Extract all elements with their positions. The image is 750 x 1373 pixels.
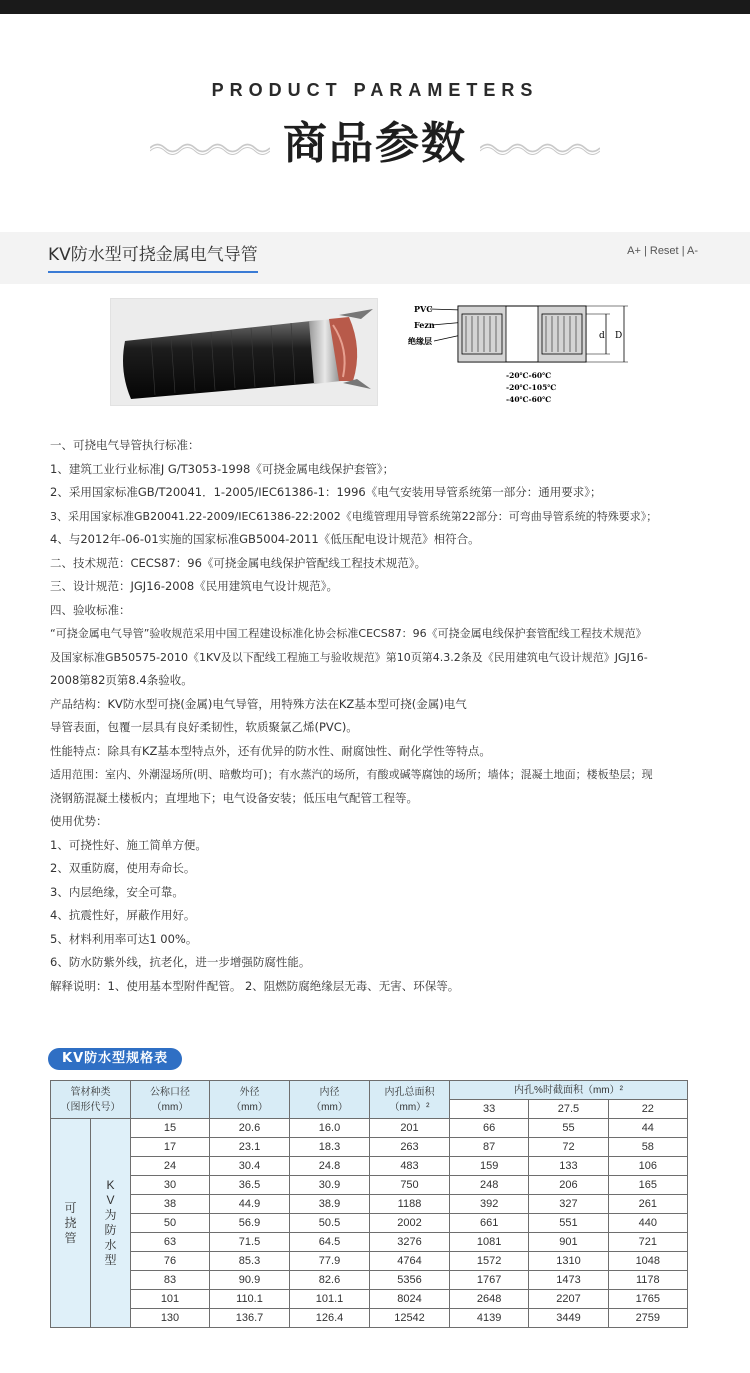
- font-decrease-button[interactable]: A-: [687, 245, 698, 257]
- table-cell: 1767: [450, 1271, 529, 1290]
- wave-decoration-right: [480, 141, 600, 155]
- text-line: 四、验收标准：: [50, 602, 131, 617]
- text-line: 5、材料利用率可达1 00%。: [50, 931, 198, 946]
- table-cell: 2207: [529, 1290, 608, 1309]
- table-cell: 106: [608, 1157, 687, 1176]
- table-cell: 15: [131, 1119, 210, 1138]
- table-cell: 159: [450, 1157, 529, 1176]
- card-header: [0, 232, 750, 284]
- table-cell: 12542: [370, 1309, 450, 1328]
- table-row: [51, 1214, 688, 1233]
- text-line: 一、可挠电气导管执行标准：: [50, 438, 200, 452]
- table-cell: 327: [529, 1195, 608, 1214]
- temp-range-1: -20℃-60℃: [506, 371, 552, 380]
- group-cell: [51, 1119, 91, 1328]
- table-cell: 551: [529, 1214, 608, 1233]
- table-cell: 20.6: [210, 1119, 290, 1138]
- table-row: [51, 1119, 688, 1138]
- temp-range-2: -20℃-105℃: [506, 383, 557, 392]
- table-cell: 77.9: [290, 1252, 370, 1271]
- text-line: 导管表面，包覆一层具有良好柔韧性，软质聚氯乙烯(PVC)。: [50, 720, 358, 734]
- layer-label-insulation: 绝缘层: [408, 337, 432, 346]
- table-cell: 83: [131, 1271, 210, 1290]
- table-cell: 36.5: [210, 1176, 290, 1195]
- dim-label-d: d: [599, 331, 605, 341]
- wave-decoration-left: [150, 141, 270, 155]
- table-cell: 126.4: [290, 1309, 370, 1328]
- text-line: “可挠金属电气导管”验收规范采用中国工程建设标准化协会标准CECS87：96《可挠金属电线保护套管配线工程技术规范》: [50, 627, 647, 640]
- table-cell: 392: [450, 1195, 529, 1214]
- table-cell: 58: [608, 1138, 687, 1157]
- table-cell: 261: [608, 1195, 687, 1214]
- table-row: [51, 1309, 688, 1328]
- hero-header: [0, 60, 750, 179]
- table-row: [51, 1290, 688, 1309]
- table-cell: 4139: [450, 1309, 529, 1328]
- text-line: 2、双重防腐，使用寿命长。: [50, 861, 196, 875]
- table-cell: 50: [131, 1214, 210, 1233]
- font-increase-button[interactable]: A+: [627, 245, 641, 257]
- table-row: [51, 1252, 688, 1271]
- table-cell: 3276: [370, 1233, 450, 1252]
- text-line: 2、采用国家标准GB/T20041．1-2005/IEC61386-1：1996《电气安装用导管系统第一部分：通用要求》；: [50, 485, 602, 499]
- table-row: [51, 1233, 688, 1252]
- text-line: 2008第82页第8.4条验收。: [50, 673, 193, 687]
- text-line: 1、可挠性好、施工简单方便。: [50, 837, 207, 852]
- table-cell: 1765: [608, 1290, 687, 1309]
- description-text: [50, 434, 710, 998]
- table-cell: 165: [608, 1176, 687, 1195]
- top-bar: [0, 0, 750, 14]
- header-area: 内孔总面积 （mm）²: [370, 1081, 450, 1119]
- table-cell: 66: [450, 1119, 529, 1138]
- table-cell: 64.5: [290, 1233, 370, 1252]
- table-cell: 101: [131, 1290, 210, 1309]
- table-cell: 136.7: [210, 1309, 290, 1328]
- text-line: 适用范围：室内、外潮湿场所(明、暗敷均可)；有水蒸汽的场所，有酸或碱等腐蚀的场所；墙体；混凝土地面；楼板垫层；现: [50, 768, 653, 781]
- table-cell: 263: [370, 1138, 450, 1157]
- table-cell: 1572: [450, 1252, 529, 1271]
- table-cell: 38: [131, 1195, 210, 1214]
- hero-title-zh: 商品参数: [283, 118, 467, 169]
- table-cell: 24.8: [290, 1157, 370, 1176]
- table-cell: 30: [131, 1176, 210, 1195]
- text-line: 3、内层绝缘，安全可靠。: [50, 884, 184, 899]
- text-line: 4、与2012年-06-01实施的国家标准GB5004-2011《低压配电设计规范》相符合。: [50, 532, 480, 546]
- table-cell: 30.4: [210, 1157, 290, 1176]
- table-cell: 76: [131, 1252, 210, 1271]
- header-fill-275: 27.5: [529, 1100, 608, 1119]
- table-cell: 5356: [370, 1271, 450, 1290]
- table-cell: 85.3: [210, 1252, 290, 1271]
- table-cell: 2002: [370, 1214, 450, 1233]
- text-line: 使用优势：: [50, 814, 108, 828]
- table-cell: 248: [450, 1176, 529, 1195]
- text-line: 性能特点：除具有KZ基本型特点外，还有优异的防水性、耐腐蚀性、耐化学性等特点。: [50, 743, 491, 758]
- header-fill-22: 22: [608, 1100, 687, 1119]
- table-cell: 101.1: [290, 1290, 370, 1309]
- card-title: KV防水型可挠金属电气导管: [48, 240, 258, 273]
- category-cell: [91, 1119, 131, 1328]
- table-cell: 23.1: [210, 1138, 290, 1157]
- tool-separator: |: [681, 245, 685, 257]
- table-cell: 3449: [529, 1309, 608, 1328]
- text-line: 6、防水防紫外线，抗老化，进一步增强防腐性能。: [50, 955, 311, 969]
- text-line: 浇钢筋混凝土楼板内；直埋地下；电气设备安装；低压电气配管工程等。: [50, 790, 418, 805]
- header-nominal: 公称口径 （mm）: [131, 1081, 210, 1119]
- table-cell: 1081: [450, 1233, 529, 1252]
- table-cell: 50.5: [290, 1214, 370, 1233]
- table-cell: 440: [608, 1214, 687, 1233]
- tool-separator: |: [643, 245, 647, 257]
- table-cell: 206: [529, 1176, 608, 1195]
- text-line: 产品结构：KV防水型可挠(金属)电气导管，用特殊方法在KZ基本型可挠(金属)电气: [50, 696, 467, 711]
- font-reset-button[interactable]: Reset: [649, 245, 679, 257]
- table-row: [51, 1271, 688, 1290]
- text-line: 1、建筑工业行业标准J G/T3053-1998《可挠金属电线保护套管》；: [50, 461, 395, 476]
- table-cell: 483: [370, 1157, 450, 1176]
- table-cell: 1310: [529, 1252, 608, 1271]
- conduit-image: [111, 299, 378, 406]
- table-cell: 82.6: [290, 1271, 370, 1290]
- table-row: [51, 1138, 688, 1157]
- text-line: 4、抗震性好，屏蔽作用好。: [50, 908, 196, 922]
- table-cell: 721: [608, 1233, 687, 1252]
- layer-label-pvc: PVC: [414, 304, 433, 314]
- header-fill: 内孔%时截面积（mm）²: [450, 1081, 688, 1100]
- text-line: 解释说明：1、使用基本型附件配管。 2、阻燃防腐绝缘层无毒、无害、环保等。: [50, 978, 460, 993]
- table-cell: 17: [131, 1138, 210, 1157]
- table-cell: 1473: [529, 1271, 608, 1290]
- spec-table: [50, 1080, 688, 1328]
- table-cell: 24: [131, 1157, 210, 1176]
- table-cell: 72: [529, 1138, 608, 1157]
- table-cell: 2648: [450, 1290, 529, 1309]
- table-cell: 1178: [608, 1271, 687, 1290]
- text-line: 三、设计规范：JGJ16-2008《民用建筑电气设计规范》。: [50, 579, 338, 593]
- table-cell: 30.9: [290, 1176, 370, 1195]
- header-fill-33: 33: [450, 1100, 529, 1119]
- table-cell: 16.0: [290, 1119, 370, 1138]
- temp-range-3: -40℃-60℃: [506, 395, 552, 404]
- table-row: [51, 1157, 688, 1176]
- font-size-tools: [627, 245, 698, 257]
- table-cell: 63: [131, 1233, 210, 1252]
- table-cell: 130: [131, 1309, 210, 1328]
- table-cell: 133: [529, 1157, 608, 1176]
- table-cell: 38.9: [290, 1195, 370, 1214]
- table-cell: 44: [608, 1119, 687, 1138]
- cross-section-diagram: [396, 296, 646, 410]
- table-cell: 90.9: [210, 1271, 290, 1290]
- table-cell: 661: [450, 1214, 529, 1233]
- table-cell: 1188: [370, 1195, 450, 1214]
- table-cell: 44.9: [210, 1195, 290, 1214]
- header-inner: 内径 （mm）: [290, 1081, 370, 1119]
- text-line: 及国家标准GB50575-2010《1KV及以下配线工程施工与验收规范》第10页第4.3.2条及《民用建筑电气设计规范》JGJ16-: [50, 650, 648, 664]
- table-cell: 110.1: [210, 1290, 290, 1309]
- product-photo: [110, 298, 378, 406]
- table-cell: 4764: [370, 1252, 450, 1271]
- layer-label-fezn: Fezn: [414, 320, 435, 330]
- header-outer: 外径 （mm）: [210, 1081, 290, 1119]
- spec-table-label: KV防水型规格表: [48, 1048, 182, 1070]
- table-cell: 87: [450, 1138, 529, 1157]
- text-line: 3、采用国家标准GB20041.22-2009/IEC61386-22:2002《电缆管理用导管系统第22部分：可弯曲导管系统的特殊要求》；: [50, 509, 658, 523]
- table-cell: 2759: [608, 1309, 687, 1328]
- table-cell: 56.9: [210, 1214, 290, 1233]
- table-cell: 8024: [370, 1290, 450, 1309]
- table-cell: 201: [370, 1119, 450, 1138]
- text-line: 二、技术规范：CECS87：96《可挠金属电线保护管配线工程技术规范》。: [50, 555, 427, 570]
- table-cell: 18.3: [290, 1138, 370, 1157]
- category-label: KV为防水型: [104, 1178, 117, 1267]
- table-cell: 750: [370, 1176, 450, 1195]
- table-row: [51, 1195, 688, 1214]
- hero-title-en: PRODUCT PARAMETERS: [211, 80, 539, 100]
- table-cell: 55: [529, 1119, 608, 1138]
- header-type: 管材种类 （图形代号）: [51, 1081, 131, 1119]
- table-cell: 71.5: [210, 1233, 290, 1252]
- table-cell: 1048: [608, 1252, 687, 1271]
- group-label: 可挠管: [64, 1200, 77, 1245]
- table-row: [51, 1176, 688, 1195]
- table-cell: 901: [529, 1233, 608, 1252]
- dim-label-D: D: [615, 331, 623, 341]
